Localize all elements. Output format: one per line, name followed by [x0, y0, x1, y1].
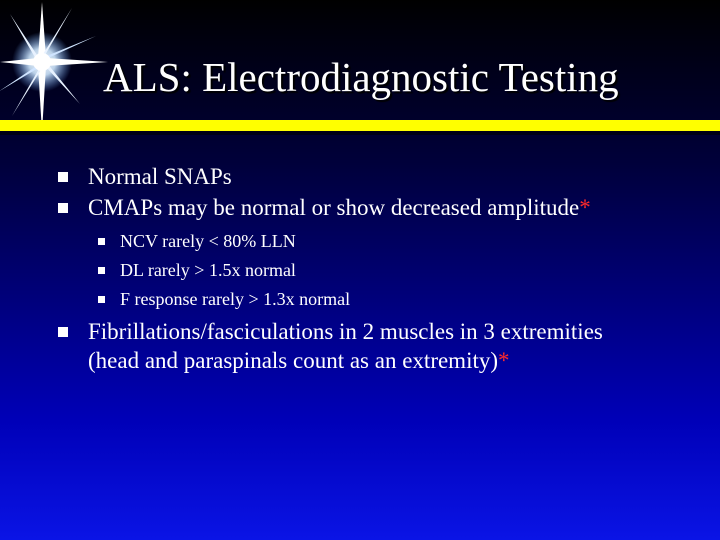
- title-underline: [0, 120, 720, 131]
- square-bullet-icon: [58, 172, 68, 182]
- sub-bullet-text: NCV rarely < 80% LLN: [120, 231, 296, 251]
- asterisk-marker: *: [498, 348, 510, 373]
- bullet-item: [88, 193, 591, 222]
- bullet-text: Normal SNAPs: [88, 164, 232, 189]
- bullet-item-continuation: [88, 346, 510, 375]
- square-bullet-icon: [98, 238, 105, 245]
- title-underline-shadow: [0, 131, 720, 135]
- sub-bullet-text: F response rarely > 1.3x normal: [120, 289, 351, 309]
- bullet-item: [88, 162, 232, 191]
- square-bullet-icon: [58, 327, 68, 337]
- sub-bullet-item: [120, 258, 296, 282]
- square-bullet-icon: [98, 267, 105, 274]
- square-bullet-icon: [58, 203, 68, 213]
- asterisk-marker: *: [579, 195, 591, 220]
- bullet-item: [88, 317, 603, 346]
- sub-bullet-item: [120, 229, 296, 253]
- sub-bullet-item: [120, 287, 350, 311]
- starburst-icon: [0, 0, 110, 140]
- square-bullet-icon: [98, 296, 105, 303]
- bullet-text: Fibrillations/fasciculations in 2 muscles in 3 extremities: [88, 319, 603, 344]
- bullet-text: CMAPs may be normal or show decreased amplitude: [88, 195, 580, 220]
- bullet-text: (head and paraspinals count as an extremity): [88, 348, 499, 373]
- sub-bullet-text: DL rarely > 1.5x normal: [120, 260, 296, 280]
- slide-title: ALS: Electrodiagnostic Testing: [103, 54, 619, 100]
